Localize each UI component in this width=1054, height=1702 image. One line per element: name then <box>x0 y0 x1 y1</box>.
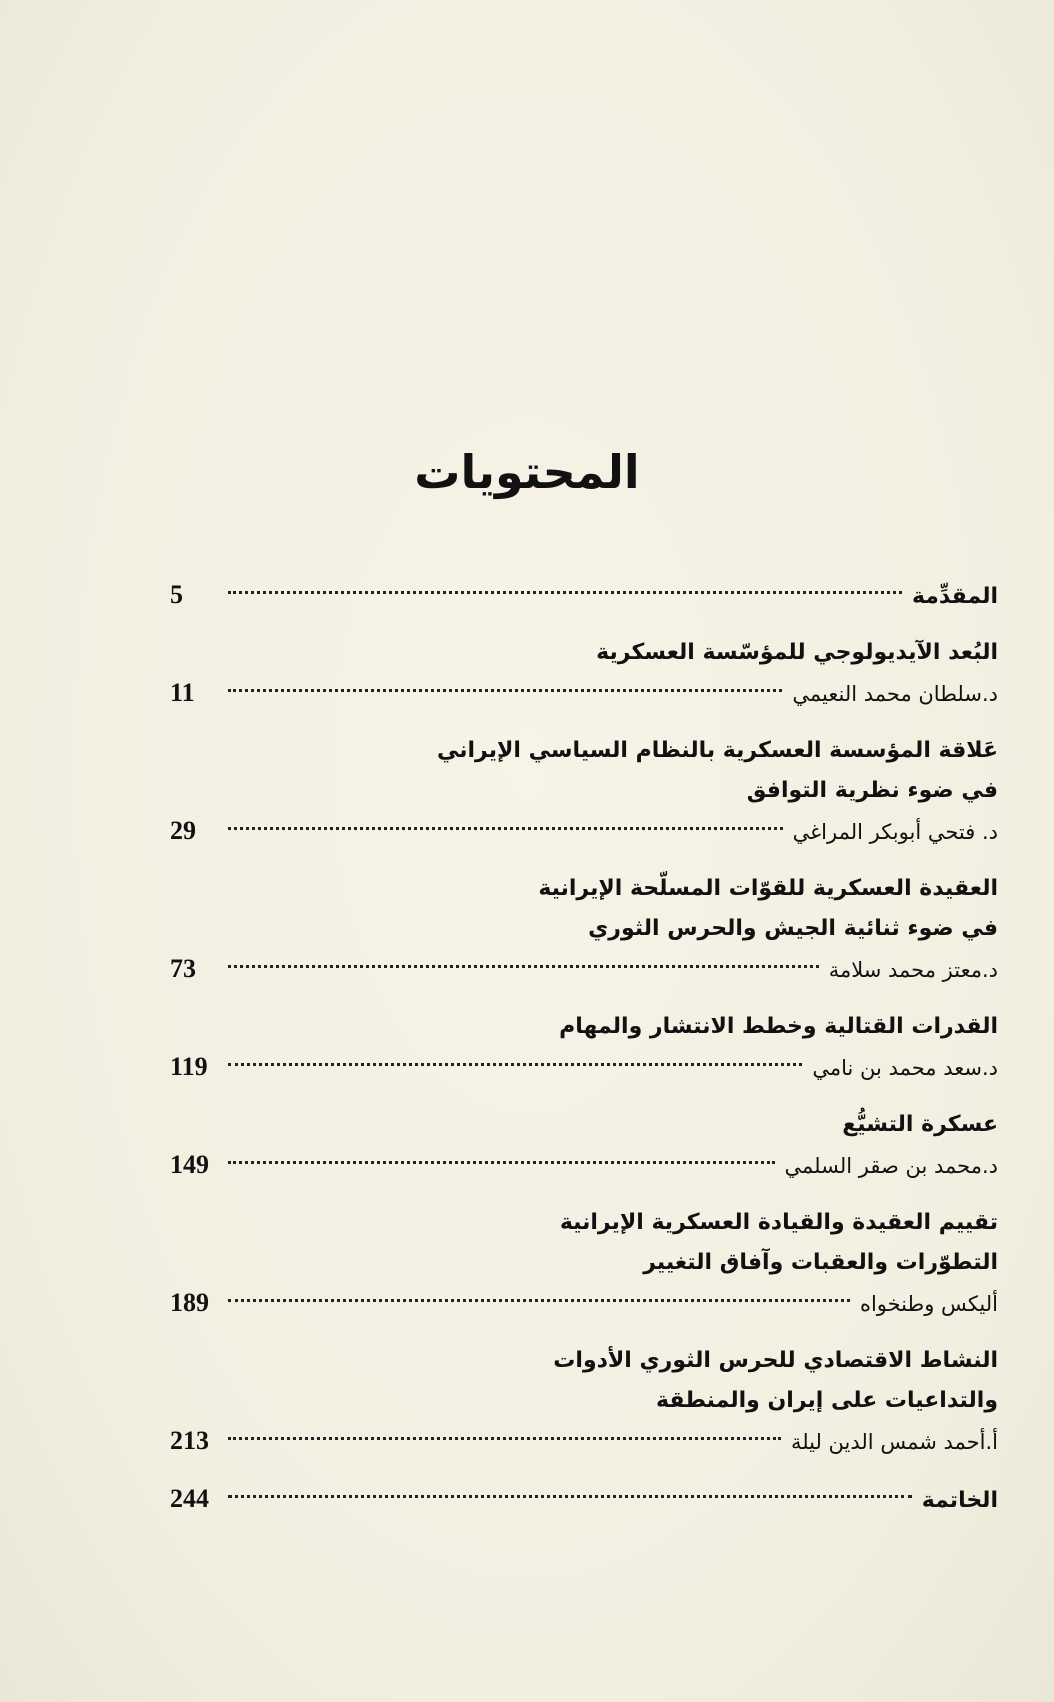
toc-entry <box>170 1105 998 1185</box>
toc-article-title: القدرات القتالية وخطط الانتشار والمهام <box>559 1014 998 1039</box>
toc-section-row <box>170 575 998 615</box>
toc-author: د.سعد محمد بن نامي <box>812 1056 998 1080</box>
toc-page-number: 29 <box>170 816 196 845</box>
toc-article-title: في ضوء نظرية التوافق <box>746 778 998 803</box>
dot-leader <box>228 1495 912 1498</box>
dot-leader <box>228 1161 775 1164</box>
toc-author: د.معتز محمد سلامة <box>828 958 998 982</box>
toc-page-number: 73 <box>170 954 196 983</box>
toc-entry <box>170 1203 998 1323</box>
page-title: المحتويات <box>414 445 640 499</box>
toc-entry <box>170 575 998 615</box>
toc-author-row <box>170 1421 998 1461</box>
toc-article-title: العقيدة العسكرية للقوّات المسلّحة الإيرانية <box>538 876 998 901</box>
toc-page-number: 11 <box>170 678 195 707</box>
toc-article-title: البُعد الآيديولوجي للمؤسّسة العسكرية <box>596 640 998 665</box>
toc-author-row <box>170 673 998 713</box>
toc-entry <box>170 869 998 989</box>
toc-article-title: عَلاقة المؤسسة العسكرية بالنظام السياسي الإيراني <box>437 738 998 763</box>
toc-author: د.سلطان محمد النعيمي <box>792 682 998 706</box>
toc-article-title: تقييم العقيدة والقيادة العسكرية الإيرانية <box>559 1210 998 1235</box>
toc-section-label: المقدِّمة <box>911 584 998 609</box>
toc-entry <box>170 1479 998 1519</box>
toc-author-row <box>170 811 998 851</box>
toc-article-title: النشاط الاقتصادي للحرس الثوري الأدوات <box>553 1348 998 1373</box>
toc-entry <box>170 1007 998 1087</box>
toc-article-title: التطوّرات والعقبات وآفاق التغيير <box>643 1250 998 1275</box>
table-of-contents <box>170 575 998 1537</box>
toc-page-number: 119 <box>170 1052 208 1081</box>
toc-author: أليكس وطنخواه <box>859 1292 998 1316</box>
toc-author-row <box>170 1047 998 1087</box>
dot-leader <box>228 1299 850 1302</box>
toc-author-row <box>170 1145 998 1185</box>
toc-section-label: الخاتمة <box>921 1488 998 1513</box>
dot-leader <box>228 827 783 830</box>
dot-leader <box>228 965 819 968</box>
toc-entry <box>170 1341 998 1461</box>
toc-page-number: 189 <box>170 1288 209 1317</box>
toc-entry <box>170 633 998 713</box>
toc-author-row <box>170 949 998 989</box>
dot-leader <box>228 591 902 594</box>
dot-leader <box>228 1437 781 1440</box>
toc-article-title: والتداعيات على إيران والمنطقة <box>656 1388 998 1413</box>
toc-author: د. فتحي أبوبكر المراغي <box>792 820 998 844</box>
dot-leader <box>228 689 782 692</box>
toc-article-title: في ضوء ثنائية الجيش والحرس الثوري <box>588 916 998 941</box>
toc-author: د.محمد بن صقر السلمي <box>784 1154 998 1178</box>
toc-author: أ.أحمد شمس الدين ليلة <box>790 1430 998 1454</box>
toc-entry <box>170 731 998 851</box>
toc-author-row <box>170 1283 998 1323</box>
toc-section-row <box>170 1479 998 1519</box>
toc-article-title: عسكرة التشيُّع <box>842 1112 998 1137</box>
toc-page-number: 244 <box>170 1484 209 1513</box>
toc-page-number: 5 <box>170 580 183 609</box>
dot-leader <box>228 1063 802 1066</box>
toc-page-number: 213 <box>170 1426 209 1455</box>
toc-page-number: 149 <box>170 1150 209 1179</box>
